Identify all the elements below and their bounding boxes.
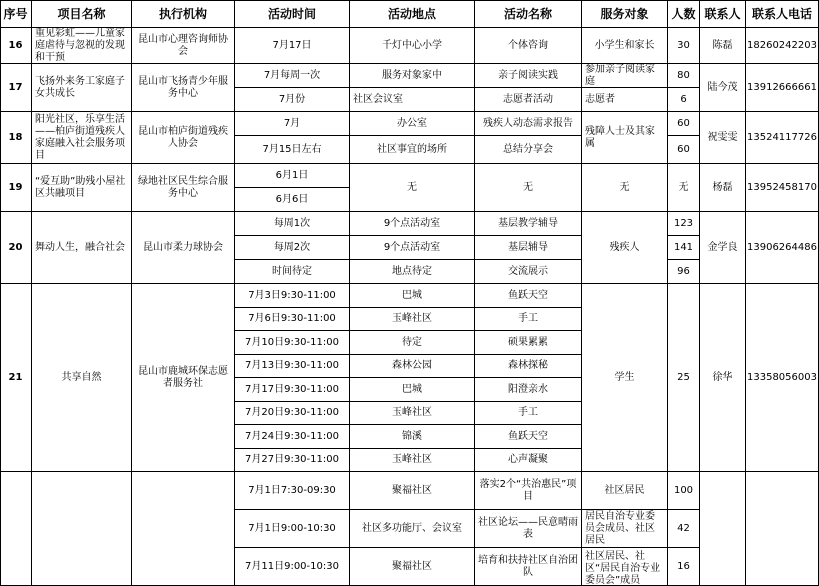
row18-org: 昆山市柏庐街道残疾人协会	[132, 112, 235, 164]
row18-target: 残障人士及其家属	[582, 112, 668, 164]
row16-time: 7月17日	[235, 28, 350, 64]
row17-count-2: 6	[668, 88, 700, 112]
row22-target-1: 社区居民	[582, 472, 668, 510]
row18-project: 阳光社区，乐享生活——柏庐街道残疾人家庭融入社会服务项目	[32, 112, 132, 164]
row21-place-1: 巴城	[350, 284, 475, 308]
row19-phone: 13952458170	[746, 164, 819, 212]
row22-count-3: 16	[668, 548, 700, 586]
row19-place: 无	[350, 164, 475, 212]
header-contact: 联系人	[700, 0, 746, 28]
row20-place-2: 9个点活动室	[350, 236, 475, 260]
row20-place-1: 9个点活动室	[350, 212, 475, 236]
row16-seq: 16	[0, 28, 32, 64]
row20-time-2: 每周2次	[235, 236, 350, 260]
row20-activity-1: 基层教学辅导	[475, 212, 582, 236]
row22-target-2: 居民自治专业委员会成员、社区居民	[582, 510, 668, 548]
header-activity: 活动名称	[475, 0, 582, 28]
row18-place-1: 办公室	[350, 112, 475, 136]
row21-contact: 徐华	[700, 284, 746, 472]
row22-phone	[746, 472, 819, 586]
row22-target-3: 社区居民、社区“居民自治专业委员会”成员	[582, 548, 668, 586]
row19-contact: 杨磊	[700, 164, 746, 212]
row20-time-3: 时间待定	[235, 260, 350, 284]
row21-time-4: 7月13日9:30-11:00	[235, 355, 350, 378]
row17-target-1: 参加亲子阅读家庭	[582, 64, 668, 88]
row17-org: 昆山市飞扬青少年服务中心	[132, 64, 235, 112]
row16-org: 昆山市心理咨询师协会	[132, 28, 235, 64]
row16-activity: 个体咨询	[475, 28, 582, 64]
row22-place-3: 聚福社区	[350, 548, 475, 586]
row22-count-1: 100	[668, 472, 700, 510]
row18-time-1: 7月	[235, 112, 350, 136]
row22-activity-2: 社区论坛——民意晴雨表	[475, 510, 582, 548]
row17-target-2: 志愿者	[582, 88, 668, 112]
row21-time-2: 7月6日9:30-11:00	[235, 308, 350, 331]
row20-target: 残疾人	[582, 212, 668, 284]
row22-activity-3: 培育和扶持社区自治团队	[475, 548, 582, 586]
row16-project: 重见彩虹——儿童家庭虐待与忽视的发现和干预	[32, 28, 132, 64]
row16-place: 千灯中心小学	[350, 28, 475, 64]
row22-org	[132, 472, 235, 586]
row21-activity-1: 鱼跃天空	[475, 284, 582, 308]
row20-activity-3: 交流展示	[475, 260, 582, 284]
header-time: 活动时间	[235, 0, 350, 28]
row22-time-2: 7月1日9:00-10:30	[235, 510, 350, 548]
row20-count-3: 96	[668, 260, 700, 284]
row21-place-5: 巴城	[350, 378, 475, 402]
row21-count: 25	[668, 284, 700, 472]
row21-org: 昆山市鹿城环保志愿者服务社	[132, 284, 235, 472]
row22-place-1: 聚福社区	[350, 472, 475, 510]
row20-contact: 金学良	[700, 212, 746, 284]
header-place: 活动地点	[350, 0, 475, 28]
row16-target: 小学生和家长	[582, 28, 668, 64]
row16-contact: 陈磊	[700, 28, 746, 64]
row21-time-6: 7月20日9:30-11:00	[235, 402, 350, 425]
row22-contact	[700, 472, 746, 586]
header-org: 执行机构	[132, 0, 235, 28]
row17-time-2: 7月份	[235, 88, 350, 112]
row22-place-2: 社区多功能厅、会议室	[350, 510, 475, 548]
row22-activity-1: 落实2个“共治惠民”项目	[475, 472, 582, 510]
row19-target: 无	[582, 164, 668, 212]
row21-place-8: 玉峰社区	[350, 449, 475, 472]
row21-activity-8: 心声凝聚	[475, 449, 582, 472]
row19-org: 绿地社区民生综合服务中心	[132, 164, 235, 212]
row18-seq: 18	[0, 112, 32, 164]
row17-time-1: 7月每周一次	[235, 64, 350, 88]
row18-count-1: 60	[668, 112, 700, 136]
row18-phone: 13524117726	[746, 112, 819, 164]
row16-count: 30	[668, 28, 700, 64]
row21-activity-4: 森林探秘	[475, 355, 582, 378]
row21-activity-2: 手工	[475, 308, 582, 331]
row19-time-2: 6月6日	[235, 188, 350, 212]
header-seq: 序号	[0, 0, 32, 28]
row18-contact: 祝雯雯	[700, 112, 746, 164]
row22-time-3: 7月11日9:00-10:30	[235, 548, 350, 586]
row20-phone: 13906264486	[746, 212, 819, 284]
row19-seq: 19	[0, 164, 32, 212]
header-project: 项目名称	[32, 0, 132, 28]
row19-project: “爱互助”助残小屋社区共融项目	[32, 164, 132, 212]
row22-count-2: 42	[668, 510, 700, 548]
row21-place-3: 待定	[350, 331, 475, 355]
row18-time-2: 7月15日左右	[235, 136, 350, 164]
row19-time-1: 6月1日	[235, 164, 350, 188]
row17-place-2: 社区会议室	[350, 88, 475, 112]
row21-project: 共享自然	[32, 284, 132, 472]
row21-place-4: 森林公园	[350, 355, 475, 378]
row21-place-6: 玉峰社区	[350, 402, 475, 425]
row18-activity-2: 总结分享会	[475, 136, 582, 164]
row20-activity-2: 基层辅导	[475, 236, 582, 260]
row21-activity-7: 鱼跃天空	[475, 425, 582, 449]
row20-project: 舞动人生，融合社会	[32, 212, 132, 284]
row21-time-8: 7月27日9:30-11:00	[235, 449, 350, 472]
row18-activity-1: 残疾人动态需求报告	[475, 112, 582, 136]
row17-activity-2: 志愿者活动	[475, 88, 582, 112]
row20-count-2: 141	[668, 236, 700, 260]
row22-project	[32, 472, 132, 586]
row17-contact: 陆今茂	[700, 64, 746, 112]
header-count: 人数	[668, 0, 700, 28]
row21-time-7: 7月24日9:30-11:00	[235, 425, 350, 449]
row20-count-1: 123	[668, 212, 700, 236]
row20-seq: 20	[0, 212, 32, 284]
row19-activity: 无	[475, 164, 582, 212]
row19-count: 无	[668, 164, 700, 212]
row21-target: 学生	[582, 284, 668, 472]
row16-phone: 18260242203	[746, 28, 819, 64]
row21-activity-3: 硕果累累	[475, 331, 582, 355]
row20-time-1: 每周1次	[235, 212, 350, 236]
row21-time-3: 7月10日9:30-11:00	[235, 331, 350, 355]
row18-count-2: 60	[668, 136, 700, 164]
row17-project: 飞扬外来务工家庭子女共成长	[32, 64, 132, 112]
row21-seq: 21	[0, 284, 32, 472]
row17-count-1: 80	[668, 64, 700, 88]
row21-time-1: 7月3日9:30-11:00	[235, 284, 350, 308]
row17-seq: 17	[0, 64, 32, 112]
row21-phone: 13358056003	[746, 284, 819, 472]
row21-place-7: 锦溪	[350, 425, 475, 449]
row17-activity-1: 亲子阅读实践	[475, 64, 582, 88]
row21-time-5: 7月17日9:30-11:00	[235, 378, 350, 402]
row21-activity-6: 手工	[475, 402, 582, 425]
row17-place-1: 服务对象家中	[350, 64, 475, 88]
row18-place-2: 社区事宜的场所	[350, 136, 475, 164]
row22-time-1: 7月1日7:30-09:30	[235, 472, 350, 510]
row21-activity-5: 阳澄亲水	[475, 378, 582, 402]
row21-place-2: 玉峰社区	[350, 308, 475, 331]
header-target: 服务对象	[582, 0, 668, 28]
row20-org: 昆山市柔力球协会	[132, 212, 235, 284]
header-phone: 联系人电话	[746, 0, 819, 28]
row20-place-3: 地点待定	[350, 260, 475, 284]
row17-phone: 13912666661	[746, 64, 819, 112]
row22-seq	[0, 472, 32, 586]
